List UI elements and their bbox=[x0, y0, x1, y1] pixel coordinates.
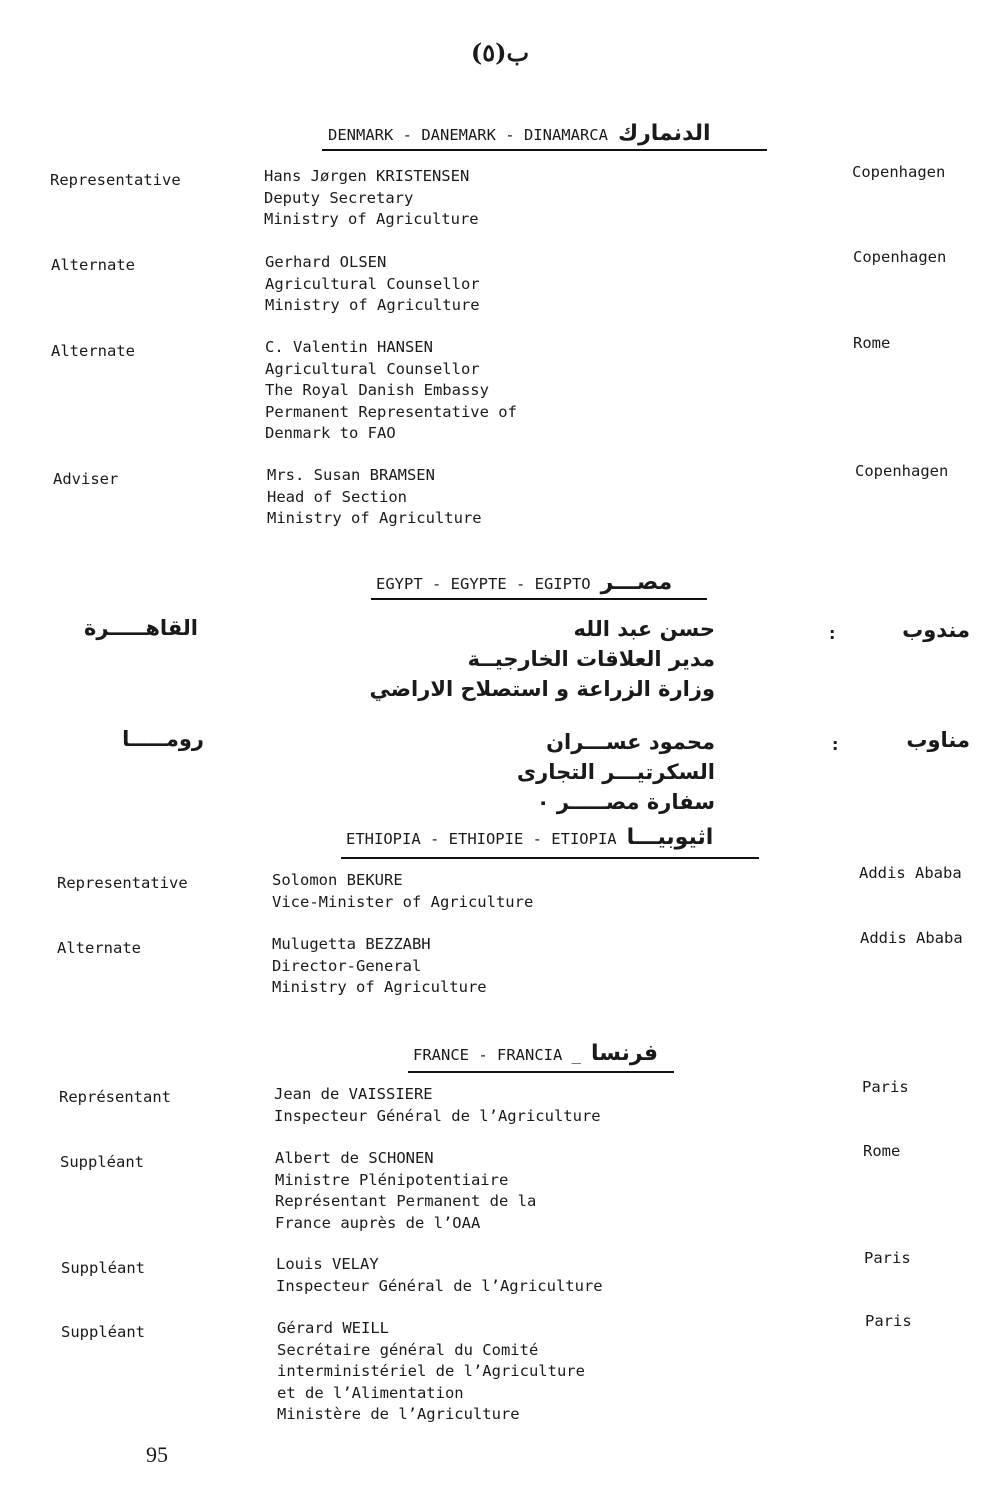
role-label: Alternate bbox=[57, 939, 141, 957]
country-heading-text: ETHIOPIA - ETHIOPIE - ETIOPIA bbox=[346, 830, 617, 848]
delegate-title: Représentant Permanent de la bbox=[275, 1192, 537, 1210]
delegate-title: السكرتيـــر التجارى bbox=[516, 760, 715, 784]
delegate-details-arabic bbox=[369, 614, 715, 704]
country-heading-france bbox=[413, 1041, 658, 1066]
heading-underline bbox=[322, 149, 767, 151]
country-heading-text: FRANCE - FRANCIA _ bbox=[413, 1046, 581, 1064]
delegate-city: Paris bbox=[865, 1312, 912, 1330]
delegate-title: مدير العلاقات الخارجيــة bbox=[467, 647, 715, 671]
delegate-organization: France auprès de l’OAA bbox=[275, 1213, 481, 1232]
role-colon: : bbox=[829, 624, 836, 643]
delegate-name: Gerhard OLSEN bbox=[265, 253, 387, 271]
delegate-name: Albert de SCHONEN bbox=[275, 1149, 434, 1167]
delegate-details bbox=[267, 465, 482, 530]
delegate-city: Addis Ababa bbox=[859, 864, 962, 882]
delegate-title: Permanent Representative of bbox=[265, 402, 517, 421]
delegate-city-arabic: القاهـــــرة bbox=[84, 616, 198, 640]
role-label: Adviser bbox=[53, 470, 119, 488]
country-heading-arabic: مصـــر bbox=[600, 570, 673, 595]
delegate-name: C. Valentin HANSEN bbox=[265, 338, 433, 356]
delegate-name: Mulugetta BEZZABH bbox=[272, 935, 431, 953]
delegate-title: Secrétaire général du Comité bbox=[277, 1340, 539, 1359]
delegate-city: Rome bbox=[863, 1142, 901, 1160]
page-number: 95 bbox=[146, 1442, 168, 1467]
country-heading-arabic: اثيوبيـــا bbox=[626, 825, 714, 850]
delegate-details bbox=[265, 337, 517, 445]
delegate-name: Jean de VAISSIERE bbox=[274, 1085, 433, 1103]
delegate-title: Head of Section bbox=[267, 487, 407, 506]
country-heading-egypt bbox=[376, 570, 672, 595]
delegate-name: Louis VELAY bbox=[276, 1255, 379, 1273]
role-label: Representative bbox=[50, 171, 181, 189]
role-label: Suppléant bbox=[61, 1259, 145, 1277]
delegate-organization: وزارة الزراعة و استصلاح الاراضي bbox=[369, 677, 715, 701]
delegate-details bbox=[265, 252, 480, 317]
delegate-city: Rome bbox=[853, 334, 891, 352]
country-heading-arabic: الدنمارك bbox=[617, 121, 711, 146]
role-label: Alternate bbox=[51, 256, 135, 274]
country-heading-text: EGYPT - EGYPTE - EGIPTO bbox=[376, 575, 591, 593]
delegate-title: Ministre Plénipotentiaire bbox=[275, 1170, 509, 1189]
delegate-organization: Ministry of Agriculture bbox=[265, 296, 480, 314]
delegate-city: Copenhagen bbox=[855, 462, 949, 480]
delegate-title: Denmark to FAO bbox=[265, 424, 396, 442]
role-label: Alternate bbox=[51, 342, 135, 360]
delegate-title: Vice-Minister of Agriculture bbox=[272, 892, 534, 911]
delegate-details bbox=[275, 1148, 536, 1234]
delegate-title: Deputy Secretary bbox=[264, 188, 414, 207]
delegate-name: حسن عبد الله bbox=[573, 617, 715, 641]
delegate-city-arabic: رومـــــا bbox=[122, 727, 204, 751]
country-heading-arabic: فرنسا bbox=[590, 1041, 658, 1066]
delegate-details bbox=[276, 1254, 603, 1297]
delegate-details bbox=[272, 870, 533, 913]
delegate-organization: سفارة مصـــــر ٠ bbox=[536, 790, 715, 814]
delegate-details bbox=[274, 1084, 601, 1127]
page-marker: ب(٥) bbox=[470, 38, 530, 67]
delegate-details-arabic bbox=[380, 727, 715, 817]
role-label-arabic: مندوب bbox=[902, 618, 970, 642]
delegate-city: Copenhagen bbox=[853, 248, 947, 266]
country-heading-text: DENMARK - DANEMARK - DINAMARCA bbox=[328, 126, 608, 144]
role-label: Representative bbox=[57, 874, 188, 892]
delegate-city: Addis Ababa bbox=[860, 929, 963, 947]
delegate-organization: Ministry of Agriculture bbox=[272, 978, 487, 996]
delegate-name: Gérard WEILL bbox=[277, 1319, 389, 1337]
delegate-organization: Ministry of Agriculture bbox=[267, 509, 482, 527]
delegate-details bbox=[264, 166, 479, 231]
country-heading-ethiopia bbox=[346, 825, 713, 850]
delegate-city: Copenhagen bbox=[852, 163, 946, 181]
country-heading-denmark bbox=[328, 121, 711, 146]
delegate-title: Inspecteur Général de l’Agriculture bbox=[274, 1106, 601, 1125]
delegate-organization: The Royal Danish Embassy bbox=[265, 381, 489, 399]
delegate-organization: Ministry of Agriculture bbox=[264, 210, 479, 228]
heading-underline bbox=[341, 857, 759, 859]
delegate-details bbox=[272, 934, 487, 999]
role-colon: : bbox=[832, 735, 839, 754]
delegate-name: Mrs. Susan BRAMSEN bbox=[267, 466, 435, 484]
delegate-title: Inspecteur Général de l’Agriculture bbox=[276, 1276, 603, 1295]
delegate-title: Agricultural Counsellor bbox=[265, 359, 480, 378]
role-label: Suppléant bbox=[60, 1153, 144, 1171]
delegate-name: Hans Jørgen KRISTENSEN bbox=[264, 167, 470, 185]
delegate-title: Agricultural Counsellor bbox=[265, 274, 480, 293]
role-label-arabic: مناوب bbox=[906, 728, 970, 752]
heading-underline bbox=[371, 598, 707, 600]
delegate-city: Paris bbox=[862, 1078, 909, 1096]
delegate-details bbox=[277, 1318, 585, 1426]
delegate-organization: Ministère de l’Agriculture bbox=[277, 1405, 520, 1423]
role-label: Suppléant bbox=[61, 1323, 145, 1341]
delegate-city: Paris bbox=[864, 1249, 911, 1267]
heading-underline bbox=[408, 1071, 674, 1073]
delegate-title: Director-General bbox=[272, 956, 422, 975]
delegate-title: interministériel de l’Agriculture bbox=[277, 1362, 585, 1380]
role-label: Représentant bbox=[59, 1088, 171, 1106]
delegate-name: Solomon BEKURE bbox=[272, 871, 403, 889]
delegate-title: et de l’Alimentation bbox=[277, 1383, 464, 1402]
delegate-name: محمود عســـران bbox=[546, 730, 715, 754]
